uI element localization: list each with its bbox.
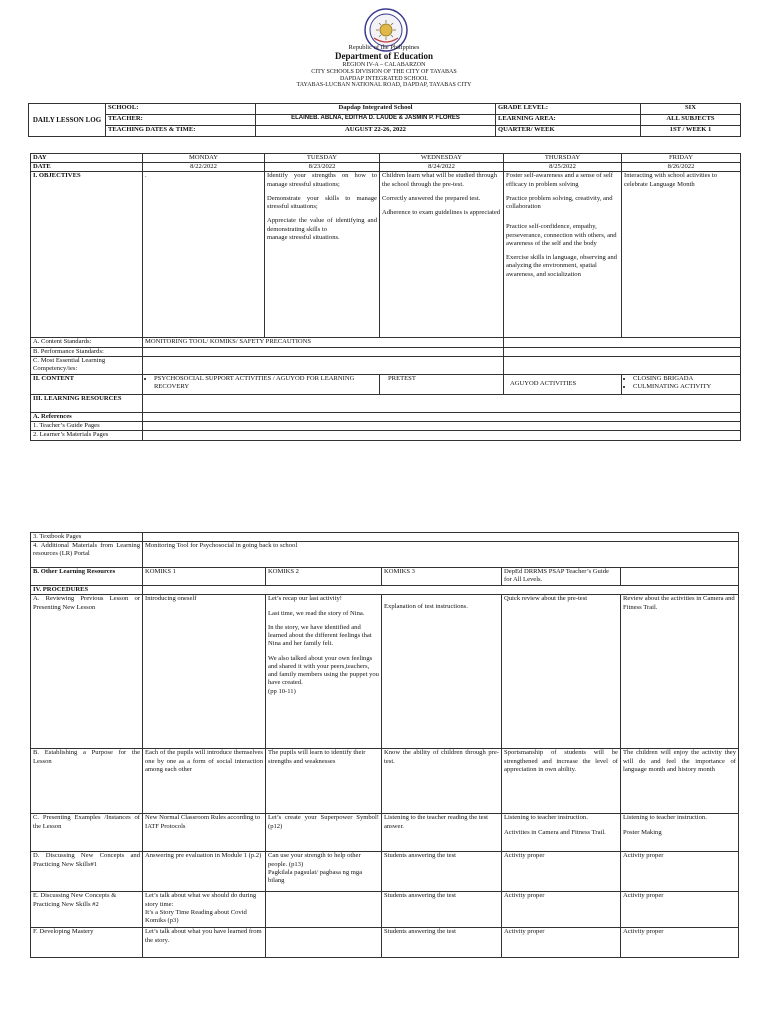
objective-text: Identify your strengths on how to manage stressful situations;	[267, 172, 377, 188]
school-text: DAPDAP INTEGRATED SCHOOL	[339, 75, 429, 82]
procedure-c-monday: New Normal Classroom Rules according to IATF Protocols	[143, 814, 266, 852]
address-text: TAYABAS-LUCBAN NATIONAL ROAD, DAPDAP, TAYABAS CITY	[296, 82, 472, 89]
references-empty	[143, 412, 741, 421]
procedure-f-friday: Activity proper	[621, 928, 739, 958]
objective-text: Exercise skills in language, observing and analyzing the environment, spatial awareness, and socialization	[506, 254, 617, 278]
day-label: DAY	[31, 154, 143, 163]
objective-text: Demonstrate your skills to manage stressful situations;	[267, 194, 377, 211]
day-friday: FRIDAY	[622, 154, 741, 163]
objectives-label: I. OBJECTIVES	[31, 172, 143, 338]
content-monday-tuesday	[143, 374, 380, 394]
objectives-tuesday	[265, 172, 380, 338]
teachers-guide-label: 1. Teacher’s Guide Pages	[31, 422, 143, 431]
procedure-b-tuesday: The pupils will learn to identify their strengths and weaknesses	[266, 749, 382, 814]
grade-label: GRADE LEVEL:	[496, 104, 641, 115]
school-label: SCHOOL:	[106, 104, 256, 115]
procedure-a-thursday: Quick review about the pre-test	[502, 595, 621, 749]
republic-text: Republic of the Philippines	[348, 44, 420, 51]
procedure-e-thursday: Activity proper	[502, 892, 621, 928]
other-tuesday: KOMIKS 2	[266, 568, 382, 586]
procedure-c-friday	[621, 814, 739, 852]
competencies-label: C. Most Essential Learning Competency/ies:	[31, 356, 143, 374]
performance-standards-value	[143, 347, 504, 356]
additional-materials-value: Monitoring Tool for Psychosocial in going back to school	[143, 542, 739, 568]
lesson-table-2	[30, 532, 739, 958]
quarter-label: QUARTER/ WEEK	[496, 126, 641, 137]
procedure-b-thursday: Sportsmanship of students will be strengthened and increase the level of appreciation in own ability.	[502, 749, 621, 814]
procedure-f-tuesday	[266, 928, 382, 958]
learning-resources-label: III. LEARNING RESOURCES	[31, 394, 143, 412]
teacher-label: TEACHER:	[106, 115, 256, 126]
other-resources-label: B. Other Learning Resources	[31, 568, 143, 586]
procedure-text: In the story, we have identified and learned about the different feelings that Nina and her family felt.	[268, 623, 372, 648]
objective-text: Children learn what will be studied through the school through the pre-test.	[382, 172, 498, 188]
procedure-a-monday: Introducing oneself	[143, 595, 266, 749]
procedure-b-wednesday: Know the ability of children through pre-test.	[382, 749, 502, 814]
competencies-empty	[504, 356, 741, 374]
references-label: A. References	[31, 412, 143, 421]
other-thursday: DepEd DRRMS PSAP Teacher’s Guide for All Levels.	[502, 568, 621, 586]
date-monday: 8/22/2022	[143, 163, 265, 172]
procedure-c-wednesday: Listening to the teacher reading the test answer.	[382, 814, 502, 852]
content-wednesday: PRETEST	[380, 374, 504, 394]
content-item: • CULMINATING ACTIVITY	[633, 383, 738, 391]
other-wednesday: KOMIKS 3	[382, 568, 502, 586]
content-standards-value: MONITORING TOOL/ KOMIKS/ SAFETY PRECAUTIONS	[143, 338, 504, 347]
date-thursday: 8/25/2022	[504, 163, 622, 172]
learners-materials-empty	[143, 431, 741, 440]
procedure-b-label: B. Establishing a Purpose for the Lesson	[31, 749, 143, 814]
procedure-b-monday: Each of the pupils will introduce themselves one by one as a form of social interaction among each other	[143, 749, 266, 814]
procedure-a-wednesday	[382, 595, 502, 749]
dll-label: DAILY LESSON LOG	[29, 104, 106, 137]
procedure-f-monday: Let’s talk about what you have learned from the story.	[143, 928, 266, 958]
procedure-f-wednesday: Students answering the test	[382, 928, 502, 958]
procedure-text: We also talked about your own feelings and shared it with your peers,teachers, and family members using the puppet you have created.	[268, 654, 379, 687]
procedure-e-wednesday: Students answering the test	[382, 892, 502, 928]
day-monday: MONDAY	[143, 154, 265, 163]
procedure-c-label: C. Presenting Examples /Instances of the Lesson	[31, 814, 143, 852]
procedure-d-thursday: Activity proper	[502, 852, 621, 892]
content-thursday: AGUYOD ACTIVITIES	[504, 374, 622, 394]
day-thursday: THURSDAY	[504, 154, 622, 163]
procedure-b-friday: The children will enjoy the activity they will do and feel the importance of language month and history month	[621, 749, 739, 814]
competencies-value	[143, 356, 504, 374]
procedure-e-friday: Activity proper	[621, 892, 739, 928]
procedure-d-wednesday: Students answering the test	[382, 852, 502, 892]
procedure-a-friday: Review about the activities in Camera and Fitness Trail.	[621, 595, 739, 749]
day-wednesday: WEDNESDAY	[380, 154, 504, 163]
school-value: Dapdap Integrated School	[256, 104, 496, 115]
procedure-c-thursday	[502, 814, 621, 852]
division-text: CITY SCHOOLS DIVISION OF THE CITY OF TAYABAS	[311, 68, 457, 75]
procedure-text: Last time, we read the story of Nina.	[268, 609, 365, 617]
procedure-text: Activities in Camera and Fitness Trail.	[504, 828, 606, 836]
content-item: • CLOSING BRIGADA	[633, 375, 738, 383]
date-wednesday: 8/24/2022	[380, 163, 504, 172]
day-tuesday: TUESDAY	[265, 154, 380, 163]
textbook-empty	[143, 533, 739, 542]
document-header	[0, 44, 768, 89]
procedure-a-tuesday	[266, 595, 382, 749]
objective-text: Correctly answered the prepared test.	[382, 194, 481, 202]
grade-value: SIX	[641, 104, 741, 115]
content-item: • PSYCHOSOCIAL SUPPORT ACTIVITIES / AGUYOD FOR LEARNING RECOVERY	[154, 375, 377, 391]
textbook-label: 3. Textbook Pages	[31, 533, 143, 542]
dates-label: TEACHING DATES & TIME:	[106, 126, 256, 137]
objective-text: manage stressful situations.	[267, 233, 340, 241]
date-tuesday: 8/23/2022	[265, 163, 380, 172]
procedure-text: (pp 10-11)	[268, 687, 296, 695]
procedure-text: Let’s talk about what we should do during story time:	[145, 892, 257, 908]
content-standards-empty	[504, 338, 741, 347]
objectives-wednesday	[380, 172, 504, 338]
area-label: LEARNING AREA:	[496, 115, 641, 126]
procedure-c-tuesday: Let’s create your Superpower Symbol! (p12)	[266, 814, 382, 852]
content-label: II. CONTENT	[31, 374, 143, 394]
procedure-text: Listening to teacher instruction.	[504, 814, 588, 822]
learners-materials-label: 2. Learner’s Materials Pages	[31, 431, 143, 440]
objectives-monday: .	[143, 172, 265, 338]
objective-text: Practice problem solving, creativity, and collaboration	[506, 194, 613, 211]
date-friday: 8/26/2022	[622, 163, 741, 172]
procedure-text: Can use your strength to help other people. (p13)	[268, 852, 361, 868]
procedure-d-monday: Answering pre evaluation in Module 1 (p.2)	[143, 852, 266, 892]
procedure-f-thursday: Activity proper	[502, 928, 621, 958]
procedure-e-tuesday	[266, 892, 382, 928]
department-title: Department of Education	[335, 51, 433, 62]
procedure-text: It’s a Story Time Reading about Covid Komiks (p3)	[145, 908, 247, 925]
procedure-text: Let’s recap our last activity!	[268, 595, 342, 603]
procedure-text: Explanation of test instructions.	[384, 603, 468, 611]
content-standards-label: A. Content Standards:	[31, 338, 143, 347]
procedure-a-label: A. Reviewing Previous Lesson or Presenting New Lesson	[31, 595, 143, 749]
performance-standards-empty	[504, 347, 741, 356]
lesson-table-1	[30, 153, 741, 441]
objectives-friday: Interacting with school activities to celebrate Language Month	[622, 172, 741, 338]
other-friday	[621, 568, 739, 586]
additional-materials-label: 4. Additional Materials from Learning resources (LR) Portal	[31, 542, 143, 568]
objective-text: Practice self-confidence, empathy, perseverance, connection with others, and awareness of the self and the body	[506, 223, 617, 247]
content-friday	[622, 374, 741, 394]
procedure-f-label: F. Developing Mastery	[31, 928, 143, 958]
teachers-guide-empty	[143, 422, 741, 431]
procedure-e-label: E. Discussing New Concepts & Practicing New Skills #2	[31, 892, 143, 928]
other-monday: KOMIKS 1	[143, 568, 266, 586]
objective-text: Adherence to exam guidelines is appreciated	[382, 209, 501, 217]
quarter-value: 1ST / WEEK 1	[641, 126, 741, 137]
learning-resources-empty	[143, 394, 741, 412]
procedures-label: IV. PROCEDURES	[31, 586, 143, 595]
objective-text: Appreciate the value of identifying and demonstrating skills to	[267, 217, 377, 233]
objective-text: Foster self-awareness and a sense of self efficacy in problem solving	[506, 172, 613, 188]
teacher-value: ELAINEB. ABLÑA, EDITHA D. LAUDE & JASMIN P. FLORES	[256, 115, 496, 126]
performance-standards-label: B. Performance Standards:	[31, 347, 143, 356]
procedure-d-tuesday	[266, 852, 382, 892]
procedure-e-monday	[143, 892, 266, 928]
objectives-thursday	[504, 172, 622, 338]
procedure-d-friday: Activity proper	[621, 852, 739, 892]
procedure-text: Listening to teacher instruction.	[623, 814, 707, 822]
procedure-text: Pagkilala pagsulat/ pagbasa ng mga bilang	[268, 868, 363, 885]
procedure-d-label: D. Discussing New Concepts and Practicing New Skills#1	[31, 852, 143, 892]
region-text: REGION IV-A – CALABARZON	[342, 61, 426, 68]
info-table	[28, 103, 741, 137]
date-label: DATE	[31, 163, 143, 172]
procedures-empty	[143, 586, 739, 595]
procedure-text: Poster Making	[623, 828, 662, 836]
dates-value: AUGUST 22-26, 2022	[256, 126, 496, 137]
area-value: ALL SUBJECTS	[641, 115, 741, 126]
